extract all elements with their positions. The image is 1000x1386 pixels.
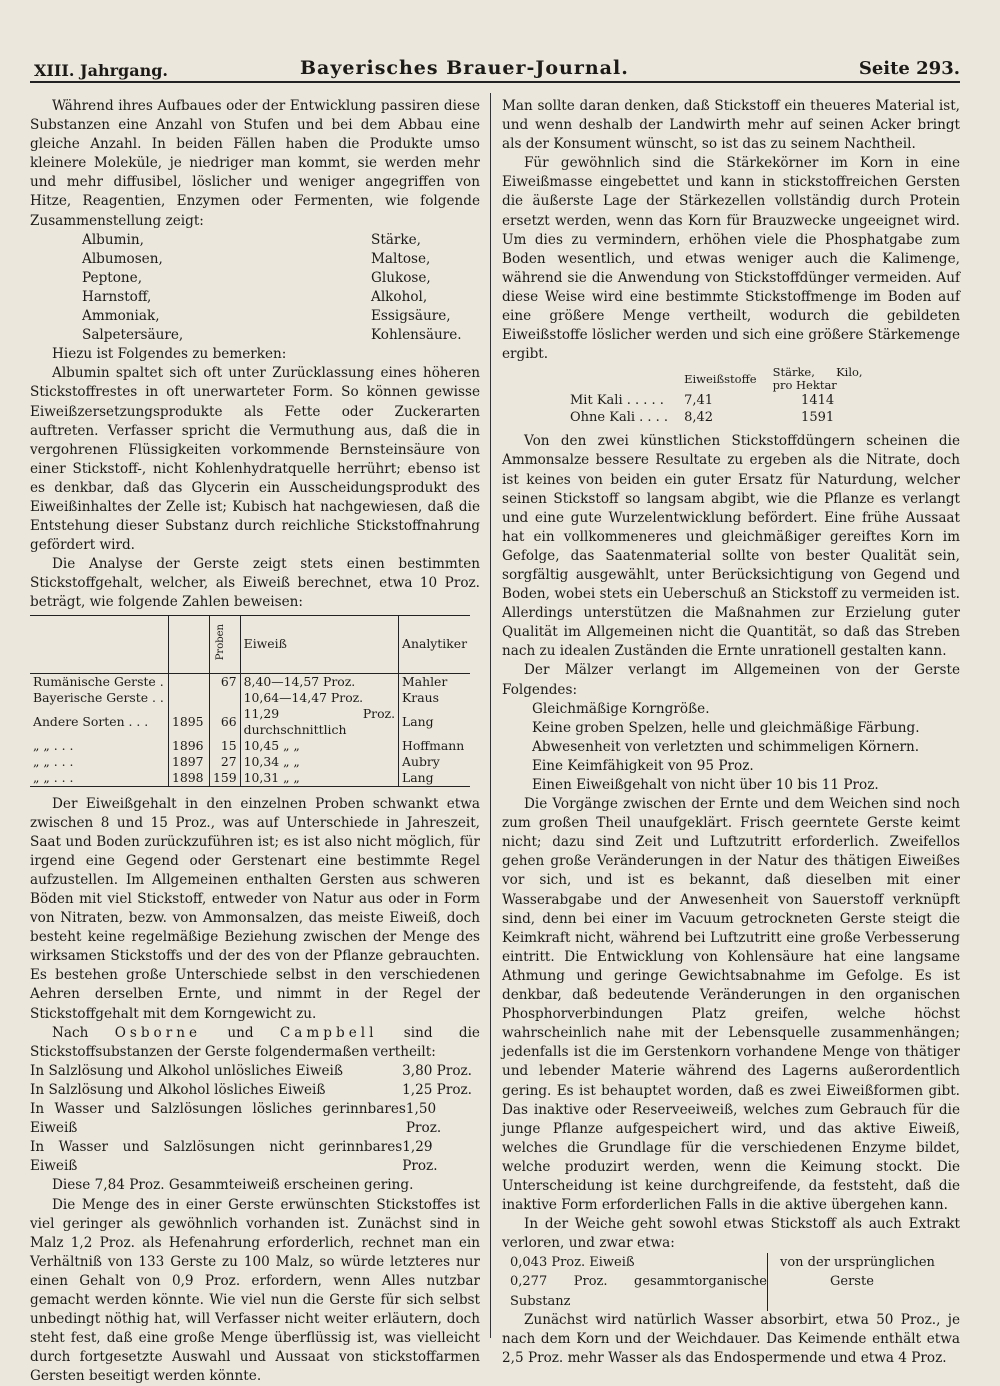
- table-row: [30, 738, 470, 754]
- dist-label: In Wasser und Salzlösungen lösliches gerinnbares Eiweiß: [30, 1100, 406, 1138]
- dist-value: 1,29 Proz.: [402, 1138, 472, 1176]
- table-cell: 1895: [169, 706, 210, 738]
- table-cell: [169, 673, 210, 690]
- table-cell: Ohne Kali . . . .: [562, 409, 676, 426]
- journal-title: Bayerisches Brauer-Journal.: [300, 59, 629, 78]
- table-row: [30, 706, 470, 738]
- table-cell: 159: [210, 770, 241, 787]
- table-cell: Kraus: [399, 690, 470, 706]
- table-cell: 27: [210, 754, 241, 770]
- table-row: [562, 392, 871, 409]
- table-cell: 10,31 „ „: [240, 770, 398, 787]
- requirements-list: [502, 700, 960, 795]
- right-column: [502, 97, 960, 1368]
- author-name: Campbell: [280, 1025, 378, 1041]
- table-cell: Mit Kali . . . . .: [562, 392, 676, 409]
- table-cell: Rumänische Gerste .: [30, 673, 169, 690]
- paragraph: Der Eiweißgehalt in den einzelnen Proben schwankt etwa zwischen 8 und 15 Proz., was auf Unterschiede in Jahreszeit, Saat und Boden zurückzuführen ist; es ist also nicht möglich, für irgend eine Gegend oder Gerstenart eine bestimmte Regel aufzustellen. Im Allgemeinen enthalten Gersten aus schweren Böden mit viel Stickstoff, entweder von Natur aus oder in Form von Nitraten, bezw. von Ammonsalzen, das meiste Eiweiß, doch besteht keine regelmäßige Beziehung zwischen der Menge des wirksamen Stickstoffs und der des von der Pflanze gebrauchten. Es bestehen große Unterschiede selbst in den verschiedenen Aehren derselben Ernte, und nimmt in der Regel der Stickstoffgehalt mit dem Korngewicht zu.: [30, 795, 480, 1024]
- table-cell: Aubry: [399, 754, 470, 770]
- table-cell: [169, 690, 210, 706]
- list-item: von der ursprünglichen: [780, 1253, 935, 1272]
- list-item: Gerste: [780, 1272, 935, 1291]
- table-header: [30, 615, 169, 673]
- list-item: Gleichmäßige Korngröße.: [532, 700, 960, 719]
- protein-table: [30, 615, 470, 787]
- table-cell: 7,41: [676, 392, 765, 409]
- table-row: [30, 770, 470, 787]
- paragraph: Man sollte daran denken, daß Stickstoff ein theueres Material ist, und wenn deshalb der Landwirth mehr auf seinen Acker bringt als der Konsument wünscht, so ist das zu seinem Nachtheil.: [502, 97, 960, 154]
- list-item: Eine Keimfähigkeit von 95 Proz.: [532, 757, 960, 776]
- table-cell: 11,29 Proz. durchschnittlich: [240, 706, 398, 738]
- paragraph: Die Vorgänge zwischen der Ernte und dem Weichen sind noch zum großen Theil unaufgeklärt. Frisch geerntete Gerste keimt nicht; dazu sind Zeit und Luftzutritt erforderlich. Zweifellos gehen große Veränderungen in der Natur des thätigen Eiweißes vor sich, und ist es bekannt, daß dieselben mit einer Wasserabgabe und der Anwesenheit von Sauerstoff verknüpft sind, denn bei einer im Vacuum getrockneten Gerste steigt die Keimkraft nicht, während bei Luftzutritt eine große Verbesserung eintritt. Die Entwicklung von Kohlensäure hat eine langsame Athmung und geringe Gewichtsabnahme im Gefolge. Es ist denkbar, daß bedeutende Veränderungen in den organischen Phosphorverbindungen Platz greifen, welche höchst wahrscheinlich nahe mit der Lebensquelle zusammenhängen; jedenfalls ist die im Gerstenkorn vorhandene Menge von thätiger und lebender Materie während des Lagerns außerordentlich gering. Es ist behauptet worden, daß es zwei Eiweißformen gibt. Das inaktive oder Reserveeiweiß, welches zum Gebrauch für die junge Pflanze aufgespeichert wird, und das aktive Eiweiß, welches die Grundlage für die verschiedenen Enzyme bildet, welche produzirt werden, wenn die Keimung stockt. Die Unterscheidung ist keine durchgreifende, da feststeht, daß die inaktive Form erforderlichen Falls in die aktive übergehen kann.: [502, 795, 960, 1215]
- table-row: [30, 754, 470, 770]
- paragraph: [30, 1024, 480, 1062]
- list-item: Albumin,: [82, 231, 281, 250]
- table-row: [30, 690, 470, 706]
- dist-label: In Salzlösung und Alkohol unlösliches Eiweiß: [30, 1062, 343, 1081]
- table-header: Analytiker: [399, 615, 470, 673]
- paragraph: Die Analyse der Gerste zeigt stets einen bestimmten Stickstoffgehalt, welcher, als Eiweiß berechnet, etwa 10 Proz. beträgt, wie folgende Zahlen beweisen:: [30, 555, 480, 612]
- table-cell: 8,42: [676, 409, 765, 426]
- paragraph: Der Mälzer verlangt im Allgemeinen von der Gerste Folgendes:: [502, 661, 960, 699]
- list-item: Einen Eiweißgehalt von nicht über 10 bis 11 Proz.: [532, 776, 960, 795]
- list-item: Harnstoff,: [82, 288, 281, 307]
- table-header: [562, 366, 676, 392]
- page-number: Seite 293.: [859, 59, 960, 78]
- list-item: Peptone,: [82, 269, 281, 288]
- table-cell: 1898: [169, 770, 210, 787]
- page-header: [30, 55, 960, 83]
- list-item: Abwesenheit von verletzten und schimmeligen Körnern.: [532, 738, 960, 757]
- table-cell: 1897: [169, 754, 210, 770]
- table-cell: „ „ . . .: [30, 738, 169, 754]
- text-run: sind die Stickstoffsubstanzen der Gerste folgendermaßen vertheilt:: [30, 1025, 480, 1060]
- table-cell: 1896: [169, 738, 210, 754]
- list-item: Glukose,: [281, 269, 480, 288]
- distribution-list: [30, 1062, 480, 1177]
- paragraph: Die Menge des in einer Gerste erwünschten Stickstoffes ist viel geringer als gewöhnlich vorhanden ist. Zunächst sind in Malz 1,2 Proz. als Hefenahrung erforderlich, rechnet man ein Verhältniß von 133 Gerste zu 100 Malz, so würde letzteres nur einen Gehalt von 0,9 Proz. erfordern, wenn Alles nutzbar gemacht werden könnte. Wie viel nun die Gerste für sich selbst unbedingt nöthig hat, will Verfasser nicht weiter erläutern, doch steht fest, daß eine große Menge überflüssig ist, was vielleicht durch fortgesetzte Auswahl und Aussaat von stickstoffarmen Gersten beseitigt werden könnte.: [30, 1196, 480, 1386]
- paragraph: Für gewöhnlich sind die Stärkekörner im Korn in eine Eiweißmasse eingebettet und kann in stickstoffreichen Gersten die äußerste Lage der Stärkezellen vollständig durch Protein ersetzt werden, wenn das Korn für Brauzwecke ungeeignet wird. Um dies zu vermindern, erhöhen viele die Phosphatgabe zum Boden wesentlich, und etwas weniger auch die Kalimenge, während sie die Anwendung von Stickstoffdünger vermeiden. Auf diese Weise wird eine bestimmte Stickstoffmenge im Boden auf eine größere Menge vertheilt, wodurch die gebildeten Eiweißstoffe löslicher werden und sich eine größere Stärkemenge ergibt.: [502, 154, 960, 364]
- loss-labels: [502, 1253, 767, 1310]
- table-cell: 1591: [765, 409, 871, 426]
- table-cell: Lang: [399, 770, 470, 787]
- list-item: Maltose,: [281, 250, 480, 269]
- list-item: Ammoniak,: [82, 307, 281, 326]
- list-item: 0,043 Proz. Eiweiß: [502, 1253, 767, 1272]
- loss-note: [767, 1253, 935, 1310]
- dist-value: 3,80 Proz.: [402, 1062, 472, 1081]
- dist-value: 1,50 Proz.: [406, 1100, 472, 1138]
- table-row: [562, 409, 871, 426]
- text-run: Nach: [52, 1025, 115, 1041]
- table-cell: 66: [210, 706, 241, 738]
- table-cell: Mahler: [399, 673, 470, 690]
- list-item: [30, 1138, 480, 1176]
- paragraph: Während ihres Aufbaues oder der Entwicklung passiren diese Substanzen eine Anzahl von Stufen und bei dem Abbau eine gleiche Anzahl. In beiden Fällen haben die Produkte umso kleinere Moleküle, je niedriger man kommt, sie werden mehr und mehr diffusibel, löslicher und weniger angegriffen von Hitze, Reagentien, Enzymen oder Fermenten, wie folgende Zusammenstellung zeigt:: [30, 97, 480, 231]
- list-item: Stärke,: [281, 231, 480, 250]
- left-column: [30, 97, 480, 1386]
- list-item: Albumosen,: [82, 250, 281, 269]
- table-cell: 15: [210, 738, 241, 754]
- potash-table: [562, 366, 871, 426]
- table-header-row: [30, 615, 470, 673]
- loss-list: [502, 1253, 960, 1310]
- volume-label: XIII. Jahrgang.: [34, 61, 168, 80]
- paragraph: Hiezu ist Folgendes zu bemerken:: [30, 345, 480, 364]
- table-cell: [210, 690, 241, 706]
- table-cell: 67: [210, 673, 241, 690]
- dist-label: In Wasser und Salzlösungen nicht gerinnbares Eiweiß: [30, 1138, 402, 1176]
- list-item: Kohlensäure.: [281, 326, 480, 345]
- paragraph: Diese 7,84 Proz. Gesammteiweiß erscheinen gering.: [30, 1176, 480, 1195]
- table-header: Eiweißstoffe: [676, 366, 765, 392]
- author-name: Osborne: [115, 1025, 201, 1041]
- list-item: 0,277 Proz. gesammtorganische Substanz: [502, 1272, 767, 1310]
- dist-value: 1,25 Proz.: [402, 1081, 472, 1100]
- table-cell: 10,64—14,47 Proz.: [240, 690, 398, 706]
- paragraph: Von den zwei künstlichen Stickstoffdüngern scheinen die Ammonsalze bessere Resultate zu ergeben als die Nitrate, doch ist keines von beiden ein guter Ersatz für Naturdung, welcher seinen Stickstoff so langsam abgibt, wie die Pflanze es verlangt und eine gute Wurzelentwicklung befördert. Eine frühe Aussaat hat ein vollkommeneres und gleichmäßiger gereiftes Korn im Gefolge, das Saatenmaterial sollte von bester Qualität sein, sorgfältig ausgewählt, unter Berücksichtigung von Gegend und Boden, wobei stets ein Ueberschuß an Stickstoff zu vermeiden ist. Allerdings unterstützen die Maßnahmen zur Erzielung guter Qualität im Allgemeinen nicht die Quantität, so daß das Streben nach zu idealen Zuständen die Ernte unrationell gestalten kann.: [502, 432, 960, 661]
- table-cell: 1414: [765, 392, 871, 409]
- table-cell: „ „ . . .: [30, 754, 169, 770]
- list-item: Alkohol,: [281, 288, 480, 307]
- table-cell: Andere Sorten . . .: [30, 706, 169, 738]
- list-item: Essigsäure,: [281, 307, 480, 326]
- paragraph: In der Weiche geht sowohl etwas Stickstoff als auch Extrakt verloren, und zwar etwa:: [502, 1215, 960, 1253]
- page: [30, 55, 960, 1335]
- dist-label: In Salzlösung und Alkohol lösliches Eiweiß: [30, 1081, 325, 1100]
- list-item: [30, 1062, 480, 1081]
- paragraph: Zunächst wird natürlich Wasser absorbirt, etwa 50 Proz., je nach dem Korn und der Weichdauer. Das Keimende enthält etwa 2,5 Proz. mehr Wasser als das Endospermende und etwa 4 Proz.: [502, 1311, 960, 1368]
- list-item: Salpetersäure,: [82, 326, 281, 345]
- table-header: Eiweiß: [240, 615, 398, 673]
- table-cell: 8,40—14,57 Proz.: [240, 673, 398, 690]
- substance-list: [30, 231, 480, 346]
- list-item: Keine groben Spelzen, helle und gleichmäßige Färbung.: [532, 719, 960, 738]
- table-cell: 10,34 „ „: [240, 754, 398, 770]
- table-header: Stärke, Kilo, pro Hektar: [765, 366, 871, 392]
- table-cell: Bayerische Gerste . .: [30, 690, 169, 706]
- paragraph: Albumin spaltet sich oft unter Zurücklassung eines höheren Stickstoffrestes in oft unerwarteter Form. So können gewisse Eiweißzersetzungsprodukte als Fette oder Zuckerarten auftreten. Verfasser spricht die Vermuthung aus, daß die in vergohrenen Flüssigkeiten vorkommende Bernsteinsäure von einer Stickstoff-, nicht Kohlenhydratquelle herrührt; ebenso ist es denkbar, daß das Glycerin ein Ausscheidungsprodukt des Eiweißinhaltes der Zelle ist; Kubisch hat nachgewiesen, daß die Entstehung dieser Substanz durch reichliche Stickstoffnahrung gefördert wird.: [30, 364, 480, 555]
- table-row: [30, 673, 470, 690]
- table-cell: 10,45 „ „: [240, 738, 398, 754]
- table-cell: „ „ . . .: [30, 770, 169, 787]
- table-cell: Lang: [399, 706, 470, 738]
- text-run: und: [201, 1025, 280, 1041]
- list-item: [30, 1081, 480, 1100]
- list-item: [30, 1100, 480, 1138]
- table-header: Proben: [213, 624, 229, 660]
- table-header: [169, 615, 210, 673]
- column-divider: [490, 93, 491, 1338]
- table-cell: Hoffmann: [399, 738, 470, 754]
